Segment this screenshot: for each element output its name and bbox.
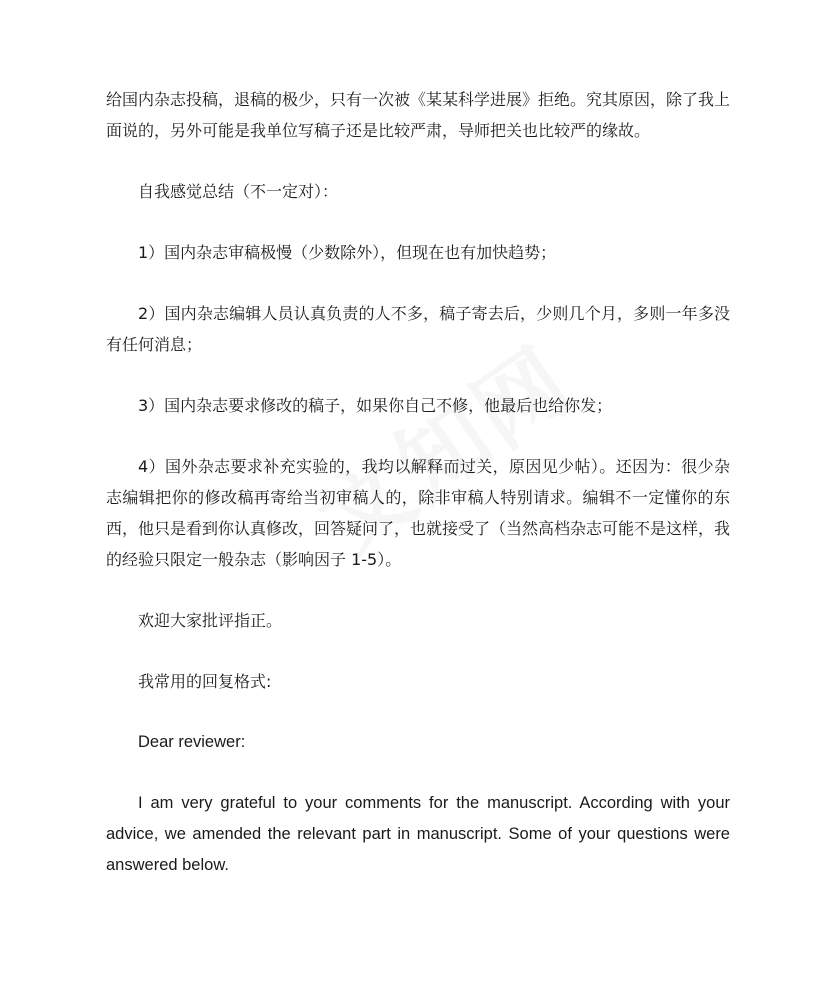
paragraph-welcome: 欢迎大家批评指正。 bbox=[138, 611, 283, 630]
paragraph-point-1: 1）国内杂志审稿极慢（少数除外），但现在也有加快趋势； bbox=[138, 243, 557, 262]
paragraph-summary-heading: 自我感觉总结（不一定对）： bbox=[138, 182, 339, 201]
paragraph-salutation: Dear reviewer: bbox=[138, 733, 246, 751]
document-body bbox=[106, 84, 730, 881]
paragraph-point-3: 3）国内杂志要求修改的稿子，如果你自己不修，他最后也给你发； bbox=[138, 396, 613, 415]
paragraph-point-4: 4）国外杂志要求补充实验的，我均以解释而过关，原因见少帖）。还因为：很少杂志编辑把你的修改稿再寄给当初审稿人的，除非审稿人特别请求。编辑不一定懂你的东西，他只是看到你认真修改，回答疑问了，也就接受了（当然高档杂志可能不是这样，我的经验只限定一般杂志（影响因子 1-5）。 bbox=[106, 457, 731, 569]
paragraph-point-2: 2）国内杂志编辑人员认真负责的人不多，稿子寄去后，少则几个月，多则一年多没有任何消息； bbox=[106, 304, 730, 354]
paragraph-reply-body: I am very grateful to your comments for the manuscript. According with your advice, we amended the relevant part in manuscript. Some of your questions were answered below. bbox=[106, 794, 730, 874]
paragraph-reply-format: 我常用的回复格式: bbox=[138, 672, 272, 691]
paragraph-intro: 给国内杂志投稿，退稿的极少，只有一次被《某某科学进展》拒绝。究其原因，除了我上面说的，另外可能是我单位写稿子还是比较严肃，导师把关也比较严的缘故。 bbox=[106, 90, 731, 140]
